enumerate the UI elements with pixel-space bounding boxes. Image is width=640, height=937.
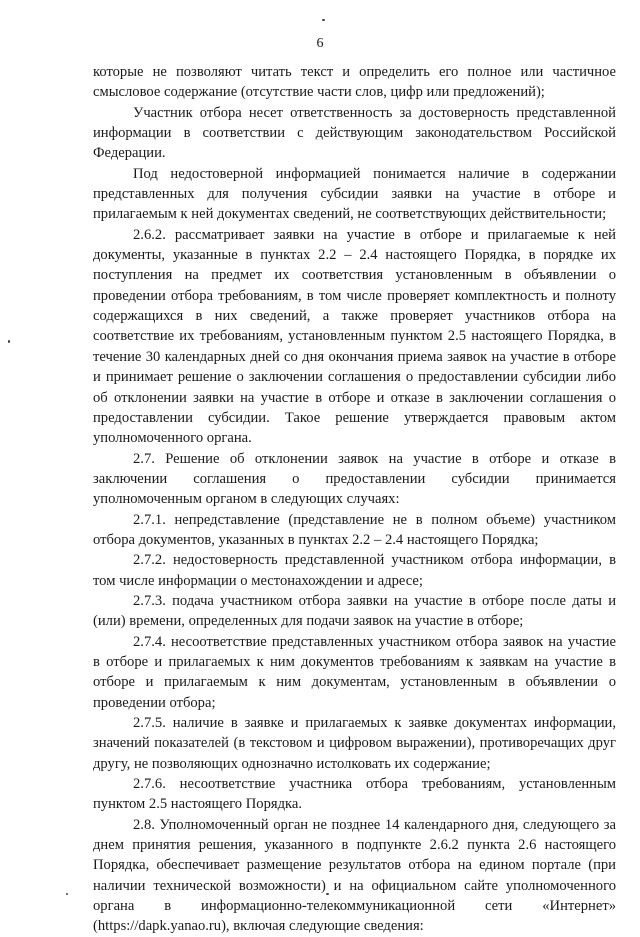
paragraph-continuation: которые не позволяют читать текст и определить его полное или частичное смысловое содержание (отсутствие части слов, цифр или предложений); xyxy=(93,64,616,101)
page-number: 6 xyxy=(316,36,324,51)
clause-2-7-6: 2.7.6. несоответствие участника отбора требованиям, установленным пунктом 2.5 настоящего Порядка. xyxy=(93,776,616,813)
clause-2-7-3: 2.7.3. подача участником отбора заявки на участие в отборе после даты и (или) времени, определенных для подачи заявок на участие в отборе; xyxy=(93,592,616,630)
scan-speck xyxy=(322,19,325,21)
clause-2-7-4: 2.7.4. несоответствие представленных участником отбора заявок на участие в отборе и прилагаемых к ним документов требованиям к заявкам на участие в отборе и прилагаемым к ним документам, установленным в объявлении о проведении отбора; xyxy=(93,633,616,711)
scan-speck xyxy=(66,893,68,895)
clause-2-7-5: 2.7.5. наличие в заявке и прилагаемых к заявке документах информации, значений показателей (в текстовом и цифровом выражении), противоречащих друг другу, не позволяющих однозначно истолковать их содержание; xyxy=(93,715,616,772)
paragraph-definition: Под недостоверной информацией понимается наличие в содержании представленных для получения субсидии заявки на участие в отборе и прилагаемым к ней документах сведений, не соответствующих действительности; xyxy=(93,165,616,223)
clause-2-6-2: 2.6.2. рассматривает заявки на участие в отборе и прилагаемые к ней документы, указанные в пунктах 2.2 – 2.4 настоящего Порядка, в порядке их поступления на предмет их соответствия установленным в объявлении о проведении отбора требованиям, в том числе проверяет комплектность и полноту содержащихся в них сведений, а также проверяет участников отбора на соответствие их требованиям, установленным пунктом 2.5 настоящего Порядка, в течение 30 календарных дней со дня окончания приема заявок на участие в отборе и принимает решение о заключении соглашения о предоставлении субсидии либо об отклонении заявки на участие в отборе и отказе в заключении соглашения о предоставлении субсидии. Такое решение утверждается правовым актом уполномоченного органа. xyxy=(93,226,616,447)
clause-2-8: 2.8. Уполномоченный орган не позднее 14 календарного дня, следующего за днем принятия решения, указанного в подпункте 2.6.2 пункта 2.6 настоящего Порядка, обеспечивает размещение результатов отбора на едином портале (при наличии технической возможности) и на официальном сайте уполномоченного органа в информационно-телекоммуникационной сети «Интернет» (https://dapk.yanao.ru), включая следующие сведения: xyxy=(93,816,616,935)
scan-speck xyxy=(8,340,10,343)
paragraph-responsibility: Участник отбора несет ответственность за достоверность представленной информации в соответствии с действующим законодательством Российской Федерации. xyxy=(93,104,616,162)
clause-2-7-2: 2.7.2. недостоверность представленной участником отбора информации, в том числе информации о местонахождении и адресе; xyxy=(93,552,616,589)
clause-2-7-1: 2.7.1. непредставление (представление не в полном объеме) участником отбора документов, указанных в пунктах 2.2 – 2.4 настоящего Порядка; xyxy=(93,511,616,548)
clause-2-7: 2.7. Решение об отклонении заявок на участие в отборе и отказе в заключении соглашения о предоставлении субсидии принимается уполномоченным органом в следующих случаях: xyxy=(93,450,616,508)
document-body xyxy=(93,62,616,937)
